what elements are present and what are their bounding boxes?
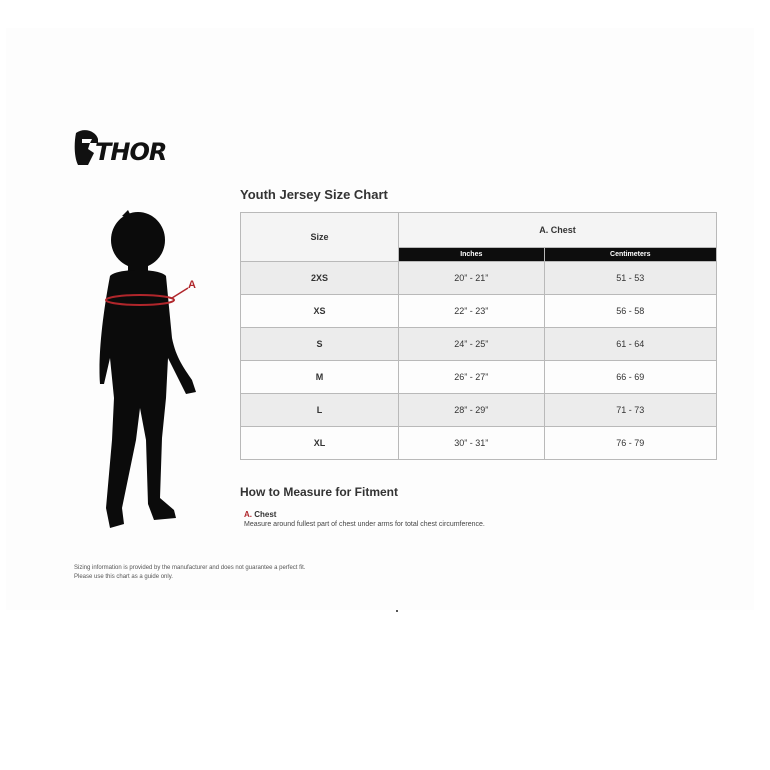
table-row [241, 361, 717, 394]
cm-cell: 56 - 58 [544, 295, 716, 328]
fitment-item-name: Chest [254, 510, 277, 519]
divider-dot [396, 610, 398, 612]
chest-column-header: A. Chest [399, 213, 717, 248]
disclaimer [74, 564, 305, 582]
size-cell: M [241, 361, 399, 394]
size-column-header: Size [241, 213, 399, 262]
size-table [240, 212, 717, 460]
table-row [241, 295, 717, 328]
child-silhouette-figure [92, 208, 207, 540]
cm-cell: 51 - 53 [544, 262, 716, 295]
fitment-item-letter: A. [244, 510, 252, 519]
inches-cell: 28” - 29” [399, 394, 545, 427]
size-cell: L [241, 394, 399, 427]
size-cell: XS [241, 295, 399, 328]
table-row [241, 262, 717, 295]
size-cell: S [241, 328, 399, 361]
inches-cell: 20” - 21” [399, 262, 545, 295]
table-row [241, 427, 717, 460]
inches-cell: 30” - 31” [399, 427, 545, 460]
inches-column-header: Inches [399, 247, 545, 261]
table-row [241, 394, 717, 427]
inches-cell: 26” - 27” [399, 361, 545, 394]
cm-cell: 71 - 73 [544, 394, 716, 427]
cm-cell: 66 - 69 [544, 361, 716, 394]
size-cell: XL [241, 427, 399, 460]
size-cell: 2XS [241, 262, 399, 295]
disclaimer-line: Sizing information is provided by the manufacturer and does not guarantee a perfect fit. [74, 565, 306, 571]
fitment-item [244, 510, 276, 519]
chart-title: Youth Jersey Size Chart [240, 187, 388, 202]
table-row [241, 328, 717, 361]
chest-marker-label: A [188, 279, 196, 291]
cm-cell: 76 - 79 [544, 427, 716, 460]
fitment-title: How to Measure for Fitment [240, 485, 399, 499]
centimeters-column-header: Centimeters [544, 247, 716, 261]
brand-logo-text: THOR [95, 138, 167, 166]
disclaimer-line: Please use this chart as a guide only. [74, 574, 173, 580]
cm-cell: 61 - 64 [544, 328, 716, 361]
inches-cell: 22” - 23” [399, 295, 545, 328]
inches-cell: 24” - 25” [399, 328, 545, 361]
fitment-description: Measure around fullest part of chest under arms for total chest circumference. [244, 521, 485, 528]
